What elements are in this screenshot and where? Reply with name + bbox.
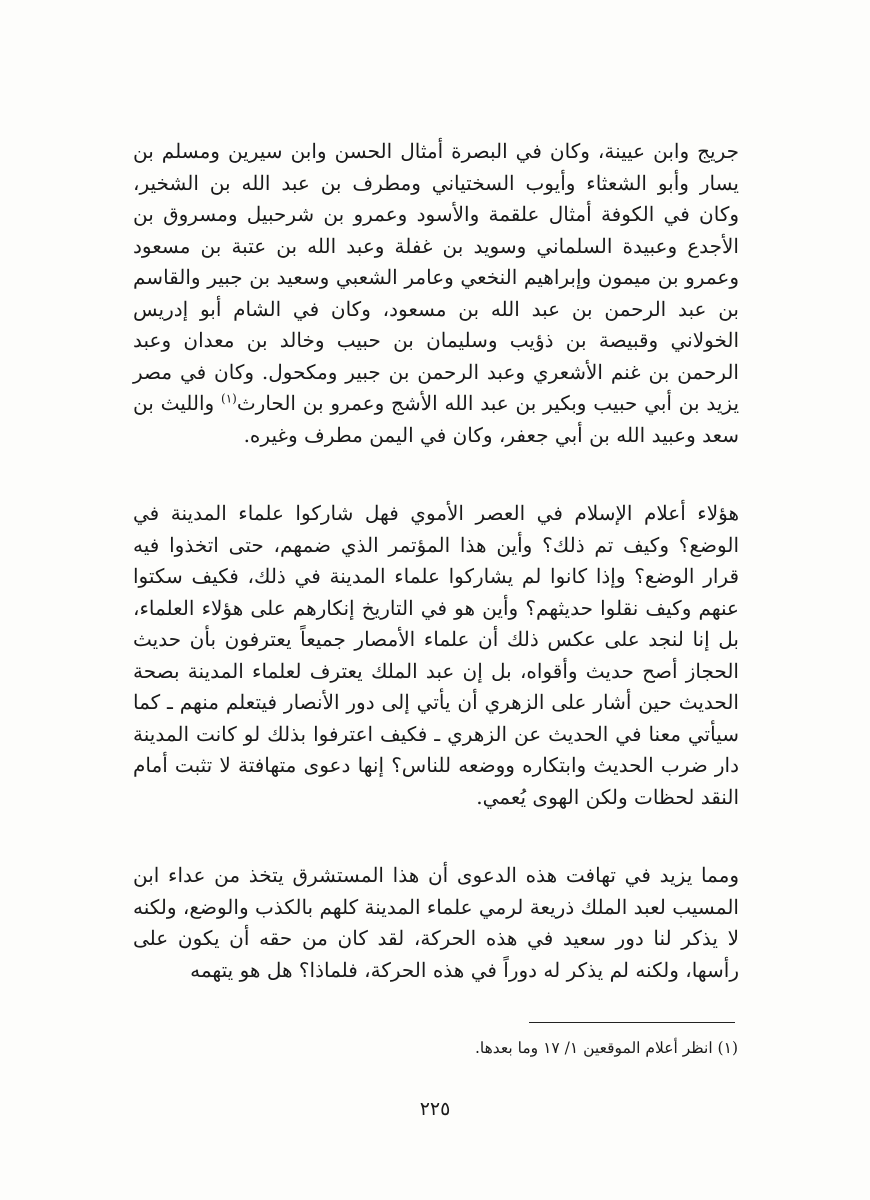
footnote: (١) انظر أعلام الموقعين ١/ ١٧ وما بعدها. [474, 1039, 738, 1057]
paragraph-1-text: جريج وابن عيينة، وكان في البصرة أمثال الحسن وابن سيرين ومسلم بن يسار وأبو الشعثاء وأيوب السختياني ومطرف بن عبد الله بن الشخير، وكان في الكوفة أمثال علقمة والأسود وعمرو بن شرحبيل ومسروق بن الأجدع وعبيدة السلماني وسويد بن غفلة وعبد الله بن عتبة بن مسعود وعمرو بن ميمون وإبراهيم النخعي وعامر الشعبي وسعيد بن جبير والقاسم بن عبد الرحمن بن عبد الله بن مسعود، وكان في الشام أبو إدريس الخولاني وقبيصة بن ذؤيب وسليمان بن حبيب وخالد بن معدان وعبد الرحمن بن غنم الأشعري وعبد الرحمن بن جبير ومكحول. وكان في مصر يزيد بن أبي حبيب وبكير بن عبد الله الأشج وعمرو بن الحارث [133, 139, 740, 415]
footnote-marker[interactable]: (١) [221, 391, 237, 406]
page-number: ٢٢٥ [419, 1098, 451, 1120]
paragraph-2: هؤلاء أعلام الإسلام في العصر الأموي فهل شاركوا علماء المدينة في الوضع؟ وكيف تم ذلك؟ وأين هذا المؤتمر الذي ضمهم، حتى اتخذوا فيه قرار الوضع؟ وإذا كانوا لم يشاركوا علماء المدينة في ذلك، فكيف سكتوا عنهم وكيف نقلوا حديثهم؟ وأين هو في التاريخ إنكارهم على هؤلاء العلماء، بل إنا لنجد على عكس ذلك أن علماء الأمصار جميعاً يعترفون بأن حديث الحجاز أصح حديث وأقواه، بل إن عبد الملك يعترف لعلماء المدينة بصحة الحديث حين أشار على الزهري أن يأتي إلى دور الأنصار فيتعلم منهم ـ كما سيأتي معنا في الحديث عن الزهري ـ فكيف اعترفوا بذلك لو كانت المدينة دار ضرب الحديث وابتكاره ووضعه للناس؟ إنها دعوى متهافتة لا تثبت أمام النقد لحظات ولكن الهوى يُعمي. [133, 501, 739, 809]
footnote-divider [529, 1022, 735, 1023]
paragraph-1 [133, 136, 739, 451]
paragraph-1-text-continued: والليث بن سعد وعبيد الله بن أبي جعفر، وكان في اليمن مطرف وغيره. [133, 391, 739, 447]
paragraph-3: ومما يزيد في تهافت هذه الدعوى أن هذا المستشرق يتخذ من عداء ابن المسيب لعبد الملك ذريعة لرمي علماء المدينة كلهم بالكذب والوضع، ولكنه لا يذكر لنا دور سعيد في هذه الحركة، لقد كان من حقه أن يكون على رأسها، ولكنه لم يذكر له دوراً في هذه الحركة، فلماذا؟ هل هو يتهمه [132, 863, 739, 982]
